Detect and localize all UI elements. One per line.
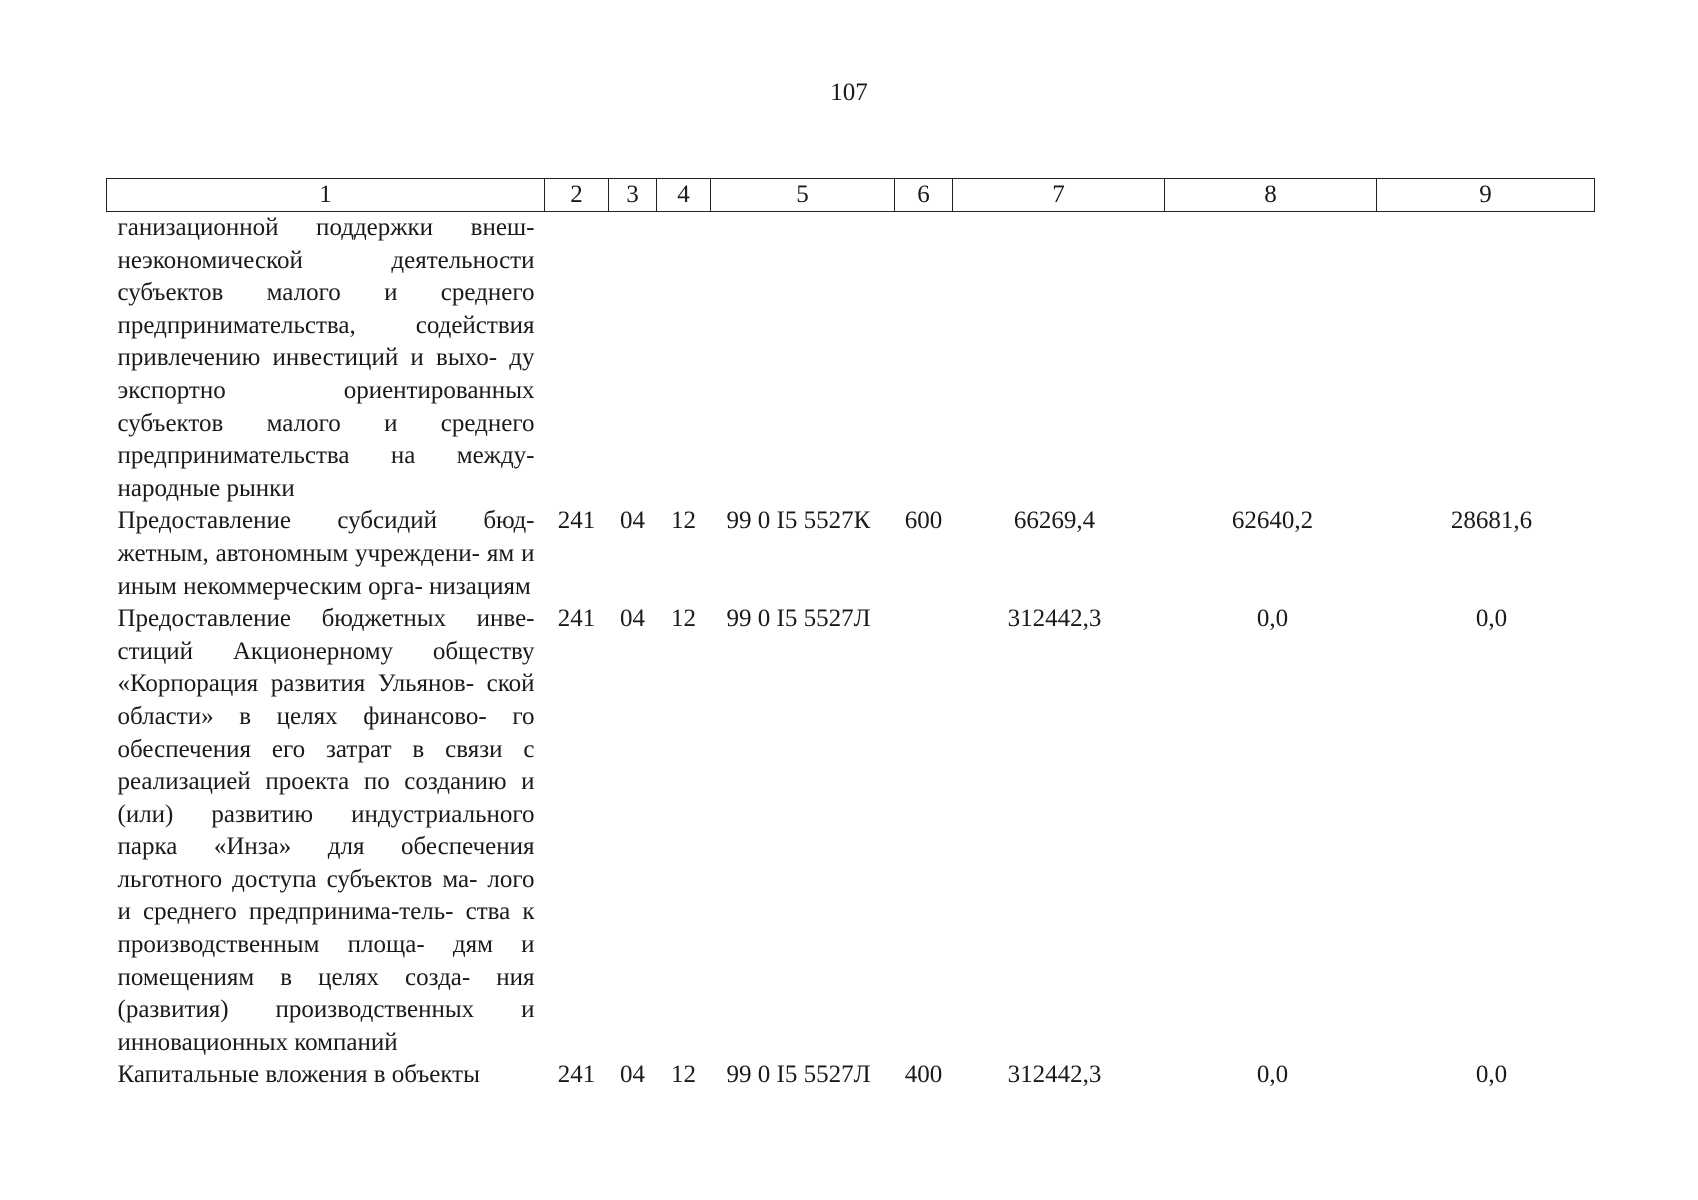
description-line: ганизационной поддержки внеш- bbox=[117, 214, 535, 241]
description-line: «Корпорация развития Ульянов- bbox=[117, 670, 475, 698]
cell-amount-col8: 0,0 bbox=[1256, 605, 1289, 633]
description-line: жетным, автономным учреждени- bbox=[117, 539, 480, 567]
table-row bbox=[107, 1059, 1595, 1092]
page-number: 107 bbox=[830, 79, 868, 106]
header-col-3: 3 bbox=[609, 179, 657, 212]
header-col-2: 2 bbox=[545, 179, 609, 212]
header-col-4: 4 bbox=[657, 179, 711, 212]
cell-amount-col9 bbox=[1377, 212, 1595, 506]
cell-amount-col7: 312442,3 bbox=[1007, 1061, 1102, 1089]
description-line: ния (развития) производственных bbox=[117, 963, 535, 1024]
cell-section: 04 bbox=[620, 1061, 645, 1089]
cell-expense-type: 600 bbox=[904, 507, 943, 535]
description-line: стиций Акционерному обществу bbox=[117, 637, 535, 665]
table-row bbox=[107, 603, 1595, 1059]
cell-amount-col8 bbox=[1165, 212, 1377, 506]
cell-amount-col7 bbox=[953, 212, 1165, 506]
description-line: ской области» в целях финансово- bbox=[117, 670, 535, 730]
description-line: субъектов малого и среднего bbox=[117, 279, 535, 307]
cell-subsection: 12 bbox=[671, 507, 696, 535]
description-line: неэкономической деятельности bbox=[117, 246, 535, 274]
cell-amount-col7: 312442,3 bbox=[1007, 605, 1102, 633]
description-line: низациям bbox=[429, 572, 531, 600]
cell-description bbox=[107, 603, 545, 1059]
cell-amount-col8: 0,0 bbox=[1256, 1061, 1289, 1089]
cell-code-2: 241 bbox=[557, 1061, 596, 1089]
table-body bbox=[107, 212, 1595, 1093]
cell-section: 04 bbox=[620, 605, 645, 633]
cell-section: 04 bbox=[620, 507, 645, 535]
description-line: Предоставление бюджетных инве- bbox=[117, 605, 535, 633]
cell-target-article: 99 0 I5 5527Л bbox=[726, 1061, 871, 1089]
description-line: дям и помещениям в целях созда- bbox=[117, 931, 535, 991]
cell-description bbox=[107, 212, 545, 506]
cell-amount-col9: 0,0 bbox=[1475, 605, 1508, 633]
description-line: ям и иным некоммерческим орга- bbox=[117, 539, 535, 600]
budget-table bbox=[106, 178, 1595, 1092]
cell-amount-col9: 28681,6 bbox=[1450, 507, 1533, 535]
description-line: парка «Инза» для обеспечения bbox=[117, 833, 535, 861]
description-line: лого и среднего предпринима-тель- bbox=[117, 865, 535, 926]
header-row bbox=[107, 179, 1595, 212]
header-col-7: 7 bbox=[953, 179, 1165, 212]
description-line: реализацией проекта по созданию bbox=[117, 768, 507, 796]
description-line: ду экспортно ориентированных bbox=[117, 344, 535, 404]
header-col-1: 1 bbox=[107, 179, 545, 212]
table-row bbox=[107, 505, 1595, 603]
description-line: и (или) развитию индустриального bbox=[117, 768, 535, 828]
cell-amount-col8: 62640,2 bbox=[1231, 507, 1314, 535]
cell-subsection: 12 bbox=[671, 1061, 696, 1089]
description-line: Капитальные вложения в объекты bbox=[117, 1061, 480, 1089]
cell-description bbox=[107, 505, 545, 603]
cell-expense-type: 400 bbox=[904, 1061, 943, 1089]
cell-target-article: 99 0 I5 5527К bbox=[726, 507, 871, 535]
description-line: льготного доступа субъектов ма- bbox=[117, 865, 478, 893]
header-col-8: 8 bbox=[1165, 179, 1377, 212]
description-line: и инновационных компаний bbox=[117, 996, 535, 1056]
header-col-5: 5 bbox=[711, 179, 895, 212]
cell-target-article: 99 0 I5 5527Л bbox=[726, 605, 871, 633]
description-line: предпринимательства на между- bbox=[117, 442, 535, 470]
description-line: го обеспечения его затрат в связи с bbox=[117, 702, 535, 763]
description-line: субъектов малого и среднего bbox=[117, 409, 535, 437]
description-line: ства к производственным площа- bbox=[117, 898, 535, 959]
cell-amount-col9: 0,0 bbox=[1475, 1061, 1508, 1089]
cell-description bbox=[107, 1059, 545, 1092]
cell-amount-col7: 66269,4 bbox=[1013, 507, 1096, 535]
cell-code-2 bbox=[545, 212, 609, 506]
cell-code-2: 241 bbox=[557, 605, 596, 633]
description-line: предпринимательства, содействия bbox=[117, 311, 535, 339]
description-line: Предоставление субсидий бюд- bbox=[117, 507, 535, 535]
header-col-9: 9 bbox=[1377, 179, 1595, 212]
table-row bbox=[107, 212, 1595, 506]
cell-code-2: 241 bbox=[557, 507, 596, 535]
header-col-6: 6 bbox=[895, 179, 953, 212]
cell-section bbox=[609, 212, 657, 506]
description-line: привлечению инвестиций и выхо- bbox=[117, 344, 498, 372]
cell-subsection: 12 bbox=[671, 605, 696, 633]
cell-subsection bbox=[657, 212, 711, 506]
description-line: народные рынки bbox=[117, 474, 295, 502]
cell-expense-type bbox=[895, 212, 953, 506]
cell-expense-type bbox=[895, 603, 953, 1059]
cell-target-article bbox=[711, 212, 895, 506]
table-header bbox=[107, 179, 1595, 212]
